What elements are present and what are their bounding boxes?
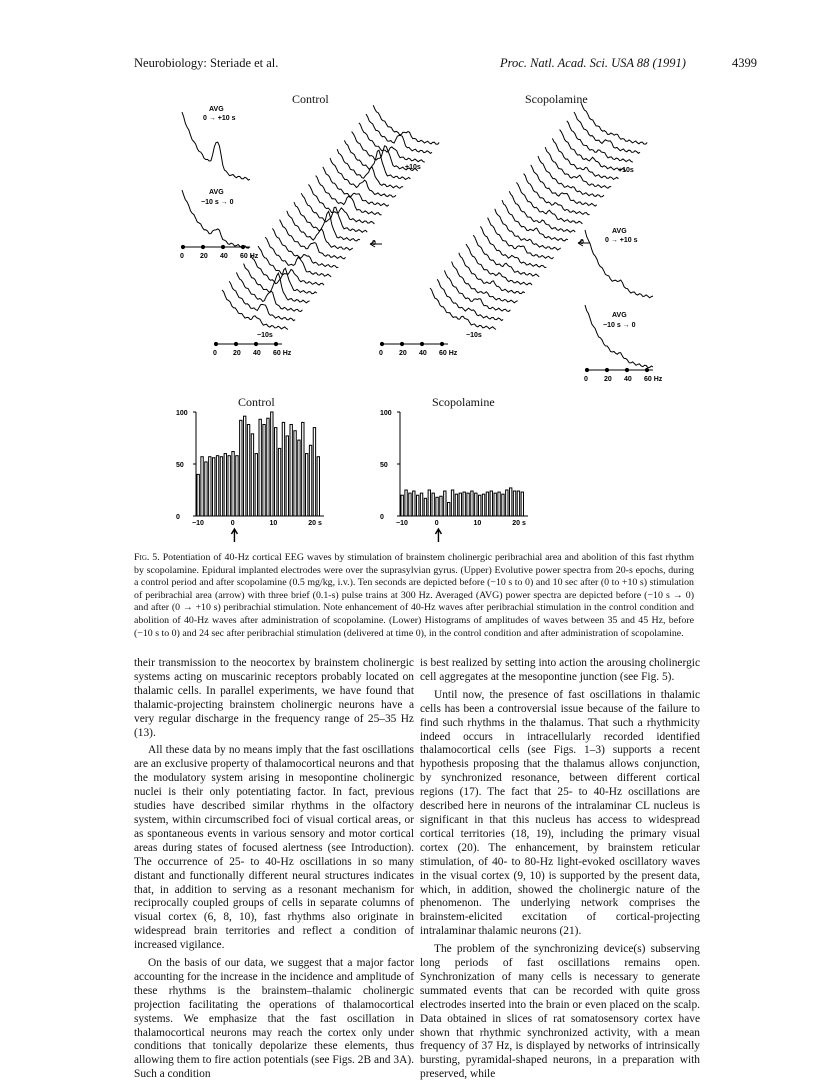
scopolamine-histogram-bar <box>409 493 411 516</box>
scopolamine-histogram-y-tick-label: 50 <box>380 462 388 469</box>
hz-axis-tick <box>585 368 588 371</box>
figure-caption <box>134 552 694 640</box>
label-upper-scopolamine: Scopolamine <box>525 92 588 106</box>
scopolamine-histogram-bar <box>424 498 426 516</box>
control-histogram-bar <box>236 456 238 516</box>
hz-tick-label: 40 <box>220 253 228 260</box>
control-histogram-stim-arrow <box>231 529 237 542</box>
scopolamine-histogram-x-tick-label: 0 <box>434 520 439 527</box>
control-histogram-bar <box>302 422 304 516</box>
hz-tick-label: 20 <box>233 350 241 357</box>
control-histogram-bar <box>286 436 288 516</box>
scopolamine-histogram-bar <box>486 492 488 516</box>
scopolamine-histogram-bar <box>448 502 450 516</box>
scopolamine-histogram-bar <box>417 495 419 516</box>
scopolamine-histogram-x-tick-label: 20 s <box>512 520 526 527</box>
scopolamine-histogram-x-tick-label: −10 <box>396 520 408 527</box>
avg-after-3: 0 → +10 s <box>605 237 638 244</box>
page-number: 4399 <box>732 56 757 70</box>
avg-label-1: AVG <box>209 106 224 113</box>
scopolamine-spectrum-trace <box>502 200 568 241</box>
control-histogram-bar <box>251 434 253 516</box>
control-histogram-y-tick-label: 100 <box>176 410 188 417</box>
hz-axis-tick <box>420 342 423 345</box>
scopolamine-histogram-bar <box>444 491 446 516</box>
hz-axis-tick <box>645 368 648 371</box>
control-histogram-bar <box>228 456 230 516</box>
control-histogram-y-tick-label: 50 <box>176 462 184 469</box>
scopolamine-histogram-x-tick-label: 10 <box>473 520 482 527</box>
control-histogram-bar <box>298 440 300 516</box>
stack-mid-label-2: 0 <box>580 239 584 246</box>
label-upper-control: Control <box>292 92 329 106</box>
control-histogram-bar <box>201 457 203 516</box>
scopolamine-spectrum-trace <box>531 165 597 206</box>
scopolamine-histogram-y-tick-label: 100 <box>380 410 392 417</box>
control-histogram-bar <box>275 428 277 516</box>
hz-axis-tick <box>380 342 383 345</box>
avg-before-4: −10 s → 0 <box>603 322 636 329</box>
scopolamine-spectrum-trace <box>581 103 647 144</box>
control-histogram-bar <box>294 431 296 516</box>
scopolamine-histogram-bar <box>517 491 519 516</box>
hz-axis-tick <box>605 368 608 371</box>
control-histogram-bar <box>247 424 249 516</box>
control-histogram-x-tick-label: 20 s <box>308 520 322 527</box>
control-histogram-bar <box>313 428 315 516</box>
hz-tick-label: 60 Hz <box>644 376 663 383</box>
scopolamine-histogram-bar <box>482 494 484 516</box>
control-histogram-bar <box>306 454 308 516</box>
avg-after-1: 0 → +10 s <box>203 115 236 122</box>
scopolamine-spectrum-trace <box>495 209 561 250</box>
control-histogram-bar <box>309 445 311 516</box>
control-histogram-bar <box>271 412 273 516</box>
control-histogram-x-tick-label: 10 <box>269 520 278 527</box>
body-column-right <box>420 657 700 1086</box>
scopolamine-histogram-bar <box>401 495 403 516</box>
control-histogram-bar <box>205 462 207 516</box>
scopolamine-histogram-bar <box>502 494 504 516</box>
control-histogram-bar <box>290 424 292 516</box>
hz-axis-tick <box>241 245 244 248</box>
stack-top-label-2: +10s <box>618 167 634 174</box>
control-histogram-bar <box>263 424 265 516</box>
scopolamine-histogram-y-tick-label: 0 <box>380 514 384 521</box>
scopolamine-histogram-bar <box>471 491 473 516</box>
scopolamine-histogram-bar <box>467 493 469 516</box>
hz-tick-label: 60 Hz <box>273 350 292 357</box>
hz-axis-tick <box>214 342 217 345</box>
control-histogram-bar <box>216 456 218 516</box>
caption-text: Potentiation of 40-Hz cortical EEG waves by stimulation of brainstem cholinergic peribrachial area and abolition of this fast rhythm by scopolamine. Epidural implanted electrodes were over the suprasylvian gyrus. (Upper) Evolutive power spectra from 20-s epochs, during a control period and after scopolamine (0.5 mg/kg, i.v.). Ten seconds are depicted before (−10 s to 0) and 10 sec after (0 to +10 s) stimulation of peribrachial area (arrow) with three brief (0.1-s) pulse trains at 300 Hz. Averaged (AVG) power spectra are depicted before (−10 s → 0) and after (0 → +10 s) peribrachial stimulation. Note enhancement of 40-Hz waves after peribrachial stimulation in the control condition and abolition of 40-Hz waves after administration of scopolamine. (Lower) Histograms of amplitudes of waves between 35 and 45 Hz, before (−10 s to 0) and 24 sec after peribrachial stimulation (delivered at time 0), in the control condition and after administration of scopolamine. <box>134 552 695 639</box>
scopolamine-histogram-bar <box>506 490 508 516</box>
control-histogram-x-tick-label: 0 <box>230 520 235 527</box>
control-histogram-bar <box>220 457 222 516</box>
avg-before-2: −10 s → 0 <box>201 199 234 206</box>
control-histogram-bar <box>244 416 246 516</box>
control-histogram-bar <box>282 422 284 516</box>
avg-label-4: AVG <box>612 312 627 319</box>
paragraph: On the basis of our data, we suggest that a major factor accounting for the increase in the incidence and amplitude of these rhythms is the brainstem–thalamic cholinergic projection facilitating the operations of thalamocortical systems. We emphasize that the fast oscillation in thalamocortical neurons may reach the cortex only under conditions that tonically depolarize these elements, thus allowing them to fire action potentials (see Figs. 2B and 3A). Such a condition <box>134 957 414 1081</box>
scopolamine-histogram-bar <box>459 493 461 516</box>
running-header-right: Proc. Natl. Acad. Sci. USA 88 (1991) <box>500 56 686 70</box>
hz-axis-tick <box>234 342 237 345</box>
control-histogram-bar <box>259 419 261 516</box>
avg-label-3: AVG <box>612 228 627 235</box>
scopolamine-histogram-bar <box>451 490 453 516</box>
stack-bottom-label-2: −10s <box>466 332 482 339</box>
scopolamine-spectrum-trace <box>452 262 518 303</box>
hz-tick-label: 60 Hz <box>240 253 259 260</box>
hz-axis-tick <box>181 245 184 248</box>
figure-upper-power-spectra <box>0 0 816 400</box>
hz-axis-tick <box>400 342 403 345</box>
scopolamine-histogram-bar <box>513 491 515 516</box>
hz-tick-label: 60 Hz <box>439 350 458 357</box>
hz-tick-label: 0 <box>584 376 588 383</box>
hz-axis-tick <box>440 342 443 345</box>
hz-tick-label: 20 <box>604 376 612 383</box>
scopolamine-spectrum-trace <box>545 147 611 188</box>
scopolamine-spectrum-trace <box>444 270 510 311</box>
control-histogram-bar <box>213 458 215 516</box>
hz-tick-label: 0 <box>180 253 184 260</box>
hz-tick-label: 40 <box>253 350 261 357</box>
hz-axis-tick <box>254 342 257 345</box>
paragraph: The problem of the synchronizing device(s) subserving long periods of fast oscillations remains open. Synchronization of many cells is necessary to generate summated events that can be recorded with quite gross electrodes inserted into the brain or even placed on the scalp. Data obtained in slices of rat somatosensory cortex have shown that rhythmic synchronized activity, with a mean frequency of 37 Hz, is displayed by networks of intrinsically bursting, pyramidal-shaped neurons, in a preparation with preserved, while <box>420 943 700 1081</box>
scopolamine-histogram-stim-arrow <box>435 529 441 542</box>
label-lower-scopolamine: Scopolamine <box>432 395 495 409</box>
hz-tick-label: 40 <box>624 376 632 383</box>
control-histogram-bar <box>224 454 226 516</box>
paragraph: their transmission to the neocortex by brainstem cholinergic systems acting on muscarinic receptors probably located on thalamic cells. In parallel experiments, we have found that thalamic-projecting brainstem cholinergic neurons have a very regular discharge in the frequency range of 25–35 Hz (13). <box>134 657 414 739</box>
paragraph: Until now, the presence of fast oscillations in thalamic cells has been a controversial issue because of the failure to find such rhythms in the thalamus. That such a rhythmicity indeed occurs in intracellularly recorded identified thalamocortical cells (see Figs. 1–3) supports a recent hypothesis proposing that the thalamus allows conjunction, by synchronized resonance, between different cortical regions (17). The fact that 25- to 40-Hz oscillations are described here in neurons of the intralaminar CL nucleus is significant in that this nucleus has access to widespread cortical territories (18, 19), including the primary visual cortex (20). The enhancement, by brainstem reticular stimulation, of 40- to 80-Hz light-evoked oscillatory waves in the visual cortex (9, 10) is supported by the present data, which, in addition, showed the cholinergic nature of the phenomenon. The underlying network comprises the brainstem-elicited excitation of cortical-projecting intralaminar thalamic neurons (21). <box>420 688 700 938</box>
hz-tick-label: 20 <box>399 350 407 357</box>
hz-tick-label: 0 <box>379 350 383 357</box>
scopolamine-histogram-bar <box>521 492 523 516</box>
figure-lower-histograms <box>0 400 816 560</box>
hz-axis-tick <box>625 368 628 371</box>
scopolamine-histogram-bar <box>510 488 512 516</box>
control-histogram-bar <box>209 457 211 516</box>
hz-axis-tick <box>274 342 277 345</box>
control-histogram-bar <box>232 452 234 516</box>
scopolamine-spectrum-trace <box>538 156 604 197</box>
scopolamine-histogram-bar <box>494 493 496 516</box>
scopolamine-histogram-bar <box>475 493 477 516</box>
scopolamine-histogram-bar <box>405 490 407 516</box>
control-histogram-y-tick-label: 0 <box>176 514 180 521</box>
control-histogram-bar <box>255 454 257 516</box>
scopolamine-histogram-bar <box>479 495 481 516</box>
stack-top-label-1: +10s <box>405 164 421 171</box>
hz-tick-label: 20 <box>200 253 208 260</box>
scopolamine-histogram-bar <box>436 497 438 516</box>
stack-mid-label-1: 0 <box>372 240 376 247</box>
body-column-left <box>134 657 414 1086</box>
label-lower-control: Control <box>238 395 275 409</box>
avg-spectrum-control-after <box>182 112 250 180</box>
hz-axis-tick <box>201 245 204 248</box>
scopolamine-histogram-bar <box>413 491 415 516</box>
scopolamine-histogram-bar <box>490 491 492 516</box>
control-histogram-bar <box>278 448 280 516</box>
scopolamine-histogram-bar <box>498 492 500 516</box>
hz-tick-label: 0 <box>213 350 217 357</box>
control-histogram-x-tick-label: −10 <box>192 520 204 527</box>
control-histogram-bar <box>267 418 269 516</box>
caption-label: Fig. 5. <box>134 552 160 563</box>
scopolamine-histogram-bar <box>420 493 422 516</box>
scopolamine-histogram-bar <box>463 492 465 516</box>
control-histogram-bar <box>197 474 199 516</box>
scopolamine-histogram-bar <box>440 496 442 516</box>
control-histogram-bar <box>317 457 319 516</box>
scopolamine-histogram-bar <box>432 493 434 516</box>
paragraph: is best realized by setting into action the arousing cholinergic cell aggregates at the mesopontine junction (see Fig. 5). <box>420 657 700 683</box>
scopolamine-spectrum-trace <box>488 218 554 259</box>
stack-bottom-label-1: −10s <box>257 332 273 339</box>
hz-axis-tick <box>221 245 224 248</box>
control-histogram-bar <box>240 420 242 516</box>
scopolamine-histogram-bar <box>455 494 457 516</box>
running-header-left: Neurobiology: Steriade et al. <box>134 56 279 70</box>
avg-label-2: AVG <box>209 189 224 196</box>
hz-tick-label: 40 <box>419 350 427 357</box>
paragraph: All these data by no means imply that the fast oscillations are an exclusive property of thalamocortical neurons and that the modulatory system arising in mesopontine cholinergic nuclei is their only potentiating factor. In fact, previous studies have described similar rhythms in the olfactory system, within circumscribed foci of visual cortical areas, or as spontaneous events in various sensory and motor cortical areas during states of focused alertness (see Introduction). The occurrence of 25- to 40-Hz oscillations in so many distant and functionally different neural structures indicates that, in addition to serving as a resonant mechanism for reciprocally coupled groups of cells in separate columns of visual cortex (6, 8, 10), fast rhythms also originate in widespread brain territories and reflect a condition of increased vigilance. <box>134 744 414 952</box>
control-spectrum-trace <box>373 105 439 144</box>
scopolamine-histogram-bar <box>428 490 430 516</box>
